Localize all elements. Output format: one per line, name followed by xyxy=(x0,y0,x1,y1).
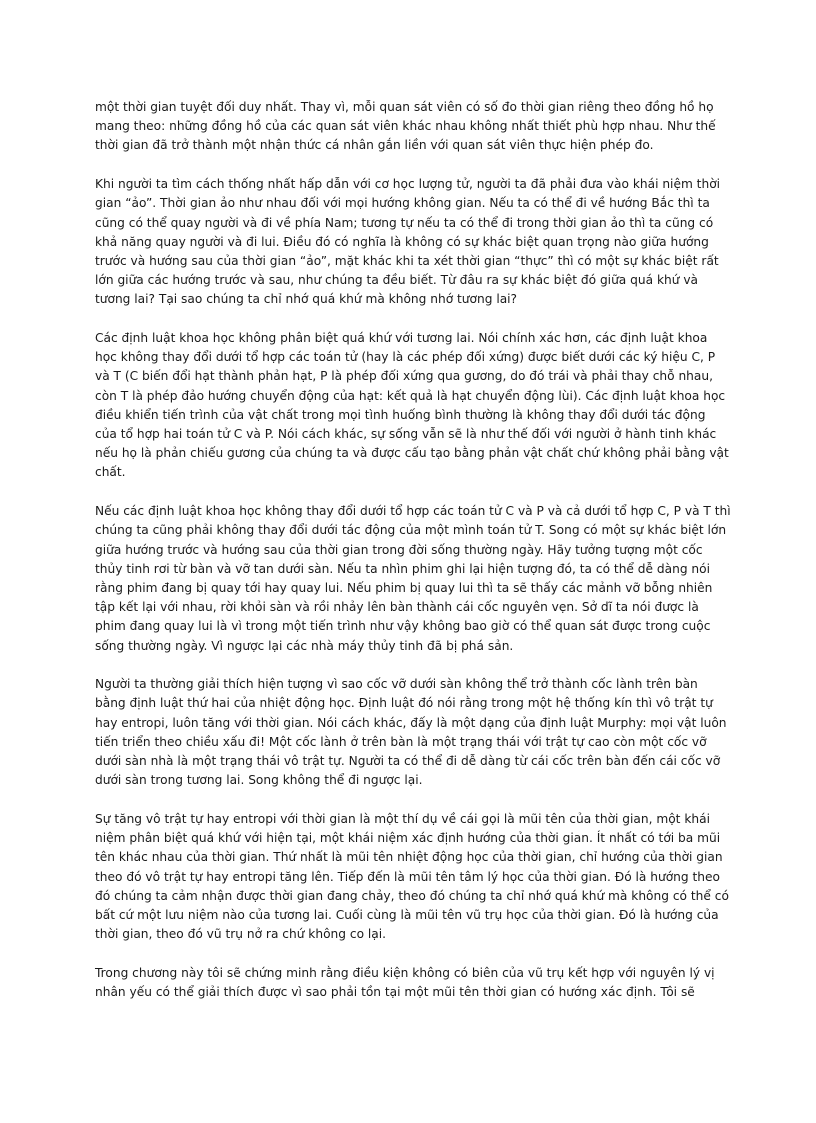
paragraph-3: Các định luật khoa học không phân biệt quá khứ với tương lai. Nói chính xác hơn, các định luật khoa học không thay đổi dưới tổ hợp các toán tử (hay là các phép đối xứng) được biết dưới các ký hiệu C, P và T (C biến đổi hạt thành phản hạt, P là phép đối xứng qua gương, do đó trái và phải thay chỗ nhau, còn T là phép đảo hướng chuyển động của hạt: kết quả là hạt chuyển động lùi). Các định luật khoa học điều khiển tiến trình của vật chất trong mọi tình huống bình thường là không thay đổi dưới tác động của tổ hợp hai toán tử C và P. Nói cách khác, sự sống vẫn sẽ là như thế đối với người ở hành tinh khác nếu họ là phản chiếu gương của chúng ta và được cấu tạo bằng phản vật chất chứ không phải bằng vật chất. xyxy=(95,331,729,480)
paragraph-5: Người ta thường giải thích hiện tượng vì sao cốc vỡ dưới sàn không thể trở thành cốc lành trên bàn bằng định luật thứ hai của nhiệt động học. Định luật đó nói rằng trong một hệ thống kín thì vô trật tự hay entropi, luôn tăng với thời gian. Nói cách khác, đấy là một dạng của định luật Murphy: mọi vật luôn tiến triển theo chiều xấu đi! Một cốc lành ở trên bàn là một trạng thái với trật tự cao còn một cốc vỡ dưới sàn nhà là một trạng thái vô trật tự. Người ta có thể đi dễ dàng từ cái cốc trên bàn đến cái cốc vỡ dưới sàn trong tương lai. Song không thể đi ngược lại. xyxy=(95,677,727,788)
paragraph-4: Nếu các định luật khoa học không thay đổi dưới tổ hợp các toán tử C và P và cả dưới tổ hợp C, P và T thì chúng ta cũng phải không thay đổi dưới tác động của một mình toán tử T. Song có một sự khác biệt lớn giữa hướng trước và hướng sau của thời gian trong đời sống thường ngày. Hãy tưởng tượng một cốc thủy tinh rơi từ bàn và vỡ tan dưới sàn. Nếu ta nhìn phim ghi lại hiện tượng đó, ta có thể dễ dàng nói rằng phim đang bị quay tới hay quay lui. Nếu phim bị quay lui thì ta sẽ thấy các mảnh vỡ bỗng nhiên tập kết lại với nhau, rời khỏi sàn và rồi nhảy lên bàn thành cái cốc nguyên vẹn. Sở dĩ ta nói được là phim đang quay lui là vì trong một tiến trình như vậy không bao giờ có thể quan sát được trong cuộc sống thường ngày. Vì ngược lại các nhà máy thủy tinh đã bị phá sản. xyxy=(95,504,731,653)
paragraph-6: Sự tăng vô trật tự hay entropi với thời gian là một thí dụ về cái gọi là mũi tên của thời gian, một khái niệm phân biệt quá khứ với hiện tại, một khái niệm xác định hướng của thời gian. Ít nhất có tới ba mũi tên khác nhau của thời gian. Thứ nhất là mũi tên nhiệt động học của thời gian, chỉ hướng của thời gian theo đó vô trật tự hay entropi tăng lên. Tiếp đến là mũi tên tâm lý học của thời gian. Đó là hướng theo đó chúng ta cảm nhận được thời gian đang chảy, theo đó chúng ta chỉ nhớ quá khứ mà không có thể có bất cứ một lưu niệm nào của tương lai. Cuối cùng là mũi tên vũ trụ học của thời gian. Đó là hướng của thời gian, theo đó vũ trụ nở ra chứ không co lại. xyxy=(95,812,729,942)
paragraph-1: một thời gian tuyệt đối duy nhất. Thay vì, mỗi quan sát viên có số đo thời gian riêng theo đồng hồ họ mang theo: những đồng hồ của các quan sát viên khác nhau không nhất thiết phù hợp nhau. Như thế thời gian đã trở thành một nhận thức cá nhân gắn liền với quan sát viên thực hiện phép đo. xyxy=(95,100,716,153)
paragraph-2: Khi người ta tìm cách thống nhất hấp dẫn với cơ học lượng tử, người ta đã phải đưa vào khái niệm thời gian “ảo”. Thời gian ảo như nhau đối với mọi hướng không gian. Nếu ta có thể đi về hướng Bắc thì ta cũng có thể quay người và đi về phía Nam; tương tự nếu ta có thể đi trong thời gian ảo thì ta cũng có khả năng quay người và đi lui. Điều đó có nghĩa là không có sự khác biệt quan trọng nào giữa hướng trước và hướng sau của thời gian “ảo”, mặt khác khi ta xét thời gian “thực” thì có một sự khác biệt rất lớn giữa các hướng trước và sau, như chúng ta đều biết. Từ đâu ra sự khác biệt đó giữa quá khứ và tương lai? Tại sao chúng ta chỉ nhớ quá khứ mà không nhớ tương lai? xyxy=(95,177,721,307)
paragraph-7: Trong chương này tôi sẽ chứng minh rằng điều kiện không có biên của vũ trụ kết hợp với nguyên lý vị nhân yếu có thể giải thích được vì sao phải tồn tại một mũi tên thời gian có hướng xác định. Tôi sẽ xyxy=(95,965,715,1000)
document-body xyxy=(95,98,731,1002)
